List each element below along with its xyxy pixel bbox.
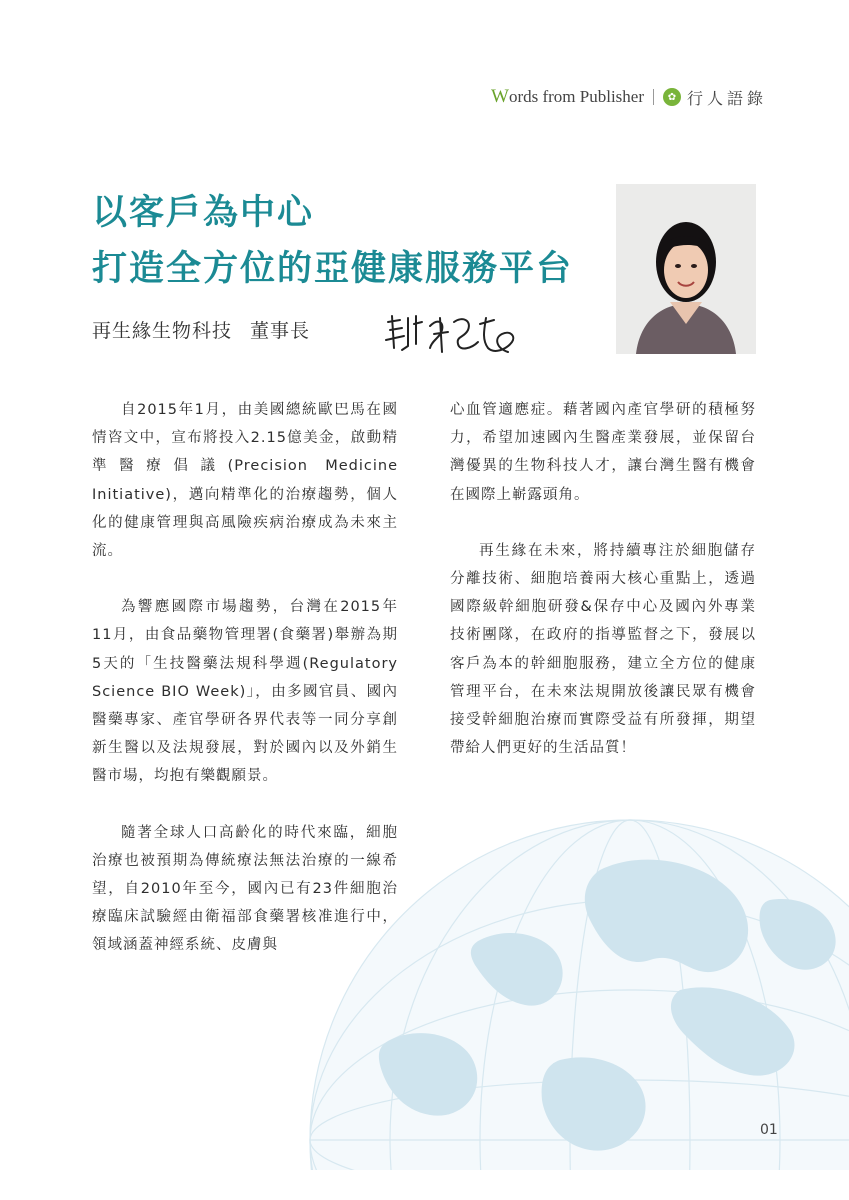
author-byline [92,316,310,343]
publisher-logo-icon: ✿ [663,88,681,106]
handwritten-signature [382,308,522,360]
paragraph: 隨著全球人口高齡化的時代來臨，細胞治療也被預期為傳統療法無法治療的一線希望，自2010年至今，國內已有23件細胞治療臨床試驗經由衛福部食藥署核准進行中，領域涵蓋神經系統、皮膚與 [92,824,398,954]
header-divider [653,89,654,105]
page-number: 01 [760,1122,778,1138]
author-role: 董事長 [250,320,311,342]
article-column-right [450,396,756,790]
header-english-rest: ords from Publisher [508,87,644,106]
header-english [491,86,644,108]
chairwoman-portrait [616,184,756,354]
author-company: 再生緣生物科技 [92,320,233,342]
paragraph: 為響應國際市場趨勢，台灣在2015年11月，由食品藥物管理署(食藥署)舉辦為期5天的「生技醫藥法規科學週(Regulatory Science BIO Week)」，由多國官員、國內醫藥專家、產官學研各界代表等一同分享創新生醫以及法規發展，對於國內以及外銷生醫市場，均抱有樂觀願景。 [92,599,398,785]
header-chinese: 行人語錄 [686,88,767,108]
paragraph: 再生緣在未來，將持續專注於細胞儲存分離技術、細胞培養兩大核心重點上，透過國際級幹細胞研發&保存中心及國內外專業技術團隊，在政府的指導監督之下，發展以客戶為本的幹細胞服務，建立全方位的健康管理平台，在未來法規開放後讓民眾有機會接受幹細胞治療而實際受益有所發揮，期望帶給人們更好的生活品質！ [450,542,756,757]
paragraph: 心血管適應症。藉著國內產官學研的積極努力，希望加速國內生醫產業發展，並保留台灣優異的生物科技人才，讓台灣生醫有機會在國際上嶄露頭角。 [450,402,756,503]
section-header [491,84,767,110]
article-column-left [92,396,398,988]
article-title [92,185,573,297]
paragraph: 自2015年1月，由美國總統歐巴馬在國情咨文中，宣布將投入2.15億美金，啟動精準醫療倡議(Precision Medicine Initiative)，邁向精準化的治療趨勢，個人化的健康管理與高風險疾病治療成為未來主流。 [92,402,398,560]
title-line-2: 打造全方位的亞健康服務平台 [92,248,574,289]
header-english-initial: W [491,86,509,107]
title-line-1: 以客戶為中心 [92,192,315,233]
